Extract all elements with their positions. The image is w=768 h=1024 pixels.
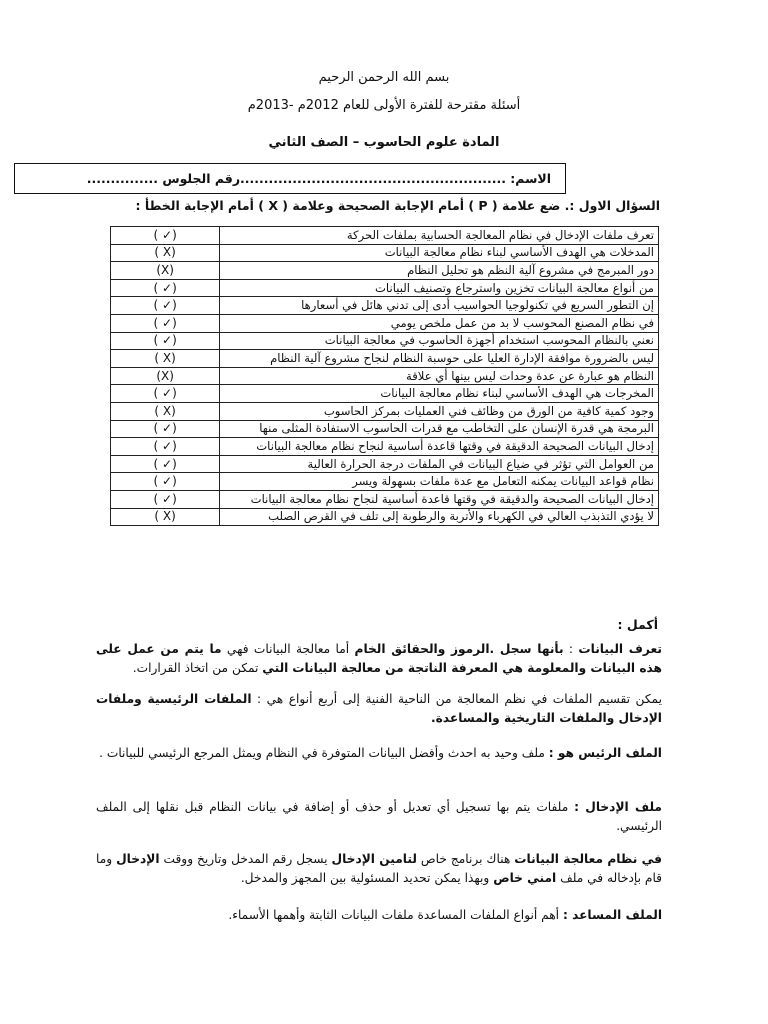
text-run: يمكن تقسيم الملفات في نظم المعالجة من الناحية الفنية إلى أربع أنواع هي : — [251, 692, 662, 706]
text-run: وما قام بإدخاله في ملف — [96, 852, 662, 885]
text-run: : — [563, 642, 579, 656]
paragraph-data-definition — [96, 640, 662, 678]
text-run: وبهذا يمكن تحديد المسئولية بين المجهز والمدخل. — [240, 871, 494, 885]
table-row — [111, 508, 659, 526]
statement-cell: إن التطور السريع في تكنولوجيا الحواسيب أدى إلى تدني هائل في أسعارها — [220, 297, 659, 315]
text-run: أهم أنواع الملفات المساعدة ملفات البيانات الثابتة وأهمها الأسماء. — [228, 908, 563, 922]
table-row — [111, 490, 659, 508]
statement-cell: من أنواع معالجة البيانات تخزين واسترجاع وتصنيف البيانات — [220, 279, 659, 297]
answer-mark-cell: (X) — [111, 367, 220, 385]
question-1-instruction: السؤال الاول :. ضع علامة ( P ) أمام الإجابة الصحيحة وعلامة ( X ) أمام الإجابة الخطأ : — [135, 198, 660, 213]
bold-text-run: بأنها سجل .الرموز والحقائق الخام — [354, 642, 564, 656]
answer-mark-cell: ( X) — [111, 402, 220, 420]
table-row — [111, 402, 659, 420]
statement-cell: تعرف ملفات الإدخال في نظام المعالجة الحسابية بملفات الحركة — [220, 227, 659, 245]
name-and-seat-number-line: الاسم: ........................................................رقم الجلوس ............... — [86, 171, 551, 186]
table-row — [111, 473, 659, 491]
table-row — [111, 332, 659, 350]
text-run: أما معالجة البيانات فهي — [221, 642, 355, 656]
paragraph-master-file — [96, 744, 662, 763]
statement-cell: من العوامل التي تؤثر في ضياع البيانات في الملفات درجة الحرارة العالية — [220, 455, 659, 473]
true-false-answer-table — [110, 226, 659, 526]
statement-cell: نعني بالنظام المحوسب استخدام أجهزة الحاسوب في معالجة البيانات — [220, 332, 659, 350]
answer-mark-cell: ( ✓) — [111, 314, 220, 332]
complete-section-label: أكمل : — [617, 617, 658, 632]
statement-cell: لا يؤدي التذبذب العالي في الكهرباء والأتربة والرطوبة إلى تلف في القرص الصلب — [220, 508, 659, 526]
exam-period-heading: أسئلة مقترحة للفترة الأولى للعام 2012م -2013م — [247, 98, 521, 113]
subject-grade-heading: المادة علوم الحاسوب – الصف الثاني — [268, 135, 500, 150]
answer-mark-cell: ( X) — [111, 350, 220, 368]
answer-mark-cell: ( ✓) — [111, 227, 220, 245]
answer-mark-cell: ( ✓) — [111, 420, 220, 438]
answer-mark-cell: ( ✓) — [111, 438, 220, 456]
statement-cell: ليس بالضرورة موافقة الإدارة العليا على حوسبة النظام لنجاح مشروع آلية النظام — [220, 350, 659, 368]
bold-text-run: ما يتم من عمل على هذه البيانات والمعلومة هي المعرفة الناتجة من معالجة البيانات — [96, 642, 662, 675]
answer-mark-cell: ( ✓) — [111, 473, 220, 491]
table-row — [111, 438, 659, 456]
text-run: يسجل رقم المدخل وتاريخ ووقت — [159, 852, 332, 866]
statement-cell: النظام هو عبارة عن عدة وحدات ليس بينها أي علاقة — [220, 367, 659, 385]
basmala-heading: بسم الله الرحمن الرحيم — [318, 70, 450, 85]
table-row — [111, 350, 659, 368]
bold-text-run: الإدخال — [116, 852, 160, 866]
bold-text-run: التي — [262, 661, 289, 675]
paragraph-input-security — [96, 850, 662, 888]
statement-cell: المدخلات هي الهدف الأساسي لبناء نظام معالجة البيانات — [220, 244, 659, 262]
bold-text-run: في نظام معالجة البيانات — [514, 852, 662, 866]
answer-mark-cell: ( ✓) — [111, 455, 220, 473]
statement-cell: وجود كمية كافية من الورق من وظائف فني العمليات بمركز الحاسوب — [220, 402, 659, 420]
statement-cell: البرمجة هي قدرة الإنسان على التخاطب مع قدرات الحاسوب الاستفادة المثلى منها — [220, 420, 659, 438]
text-run: تمكن من اتخاذ القرارات. — [132, 661, 263, 675]
paragraph-input-file — [96, 798, 662, 836]
paragraph-auxiliary-file — [96, 906, 662, 925]
bold-text-run: ملف الإدخال : — [574, 800, 662, 814]
statement-cell: دور المبرمج في مشروع آلية النظم هو تحليل النظام — [220, 262, 659, 280]
text-run: هناك برنامج خاص — [416, 852, 515, 866]
table-row — [111, 420, 659, 438]
table-row — [111, 385, 659, 403]
answer-mark-cell: ( X) — [111, 244, 220, 262]
answer-mark-cell: ( ✓) — [111, 297, 220, 315]
table-row — [111, 244, 659, 262]
text-run: ملف وحيد به احدث وأفضل البيانات المتوفرة في النظام ويمثل المرجع الرئيسي للبيانات . — [99, 746, 549, 760]
student-name-box — [14, 163, 566, 194]
table-row — [111, 297, 659, 315]
bold-text-run: الملف الرئيس هو : — [548, 746, 662, 760]
table-row — [111, 314, 659, 332]
table-row — [111, 279, 659, 297]
answer-mark-cell: ( ✓) — [111, 490, 220, 508]
statement-cell: إدخال البيانات الصحيحة والدقيقة في وقتها قاعدة أساسية لنجاح نظام معالجة البيانات — [220, 490, 659, 508]
statement-cell: المخرجات هي الهدف الأساسي لبناء نظام معالجة البيانات — [220, 385, 659, 403]
answer-mark-cell: (X) — [111, 262, 220, 280]
table-row — [111, 262, 659, 280]
table-row — [111, 455, 659, 473]
text-run: ملفات يتم بها تسجيل أي تعديل أو حذف أو إضافة في بيانات النظام قبل نقلها إلى الملف الرئيسي. — [96, 800, 662, 833]
table-row — [111, 367, 659, 385]
table-row — [111, 227, 659, 245]
statement-cell: إدخال البيانات الصحيحة الدقيقة في وقتها قاعدة أساسية لنجاح نظام معالجة البيانات — [220, 438, 659, 456]
answer-table-body — [111, 227, 659, 526]
answer-mark-cell: ( ✓) — [111, 279, 220, 297]
bold-text-run: لتامين الإدخال — [331, 852, 417, 866]
bold-text-run: الملف المساعد : — [562, 908, 662, 922]
paragraph-file-types — [96, 690, 662, 728]
bold-text-run: تعرف البيانات — [578, 642, 662, 656]
answer-mark-cell: ( ✓) — [111, 385, 220, 403]
answer-mark-cell: ( X) — [111, 508, 220, 526]
bold-text-run: امني خاص — [493, 871, 557, 885]
bold-text-run: الملفات الرئيسية وملفات الإدخال والملفات التاريخية والمساعدة. — [96, 692, 662, 725]
statement-cell: نظام قواعد البيانات يمكنه التعامل مع عدة ملفات بسهولة ويسر — [220, 473, 659, 491]
statement-cell: في نظام المصنع المحوسب لا بد من عمل ملخص يومي — [220, 314, 659, 332]
answer-mark-cell: ( ✓) — [111, 332, 220, 350]
